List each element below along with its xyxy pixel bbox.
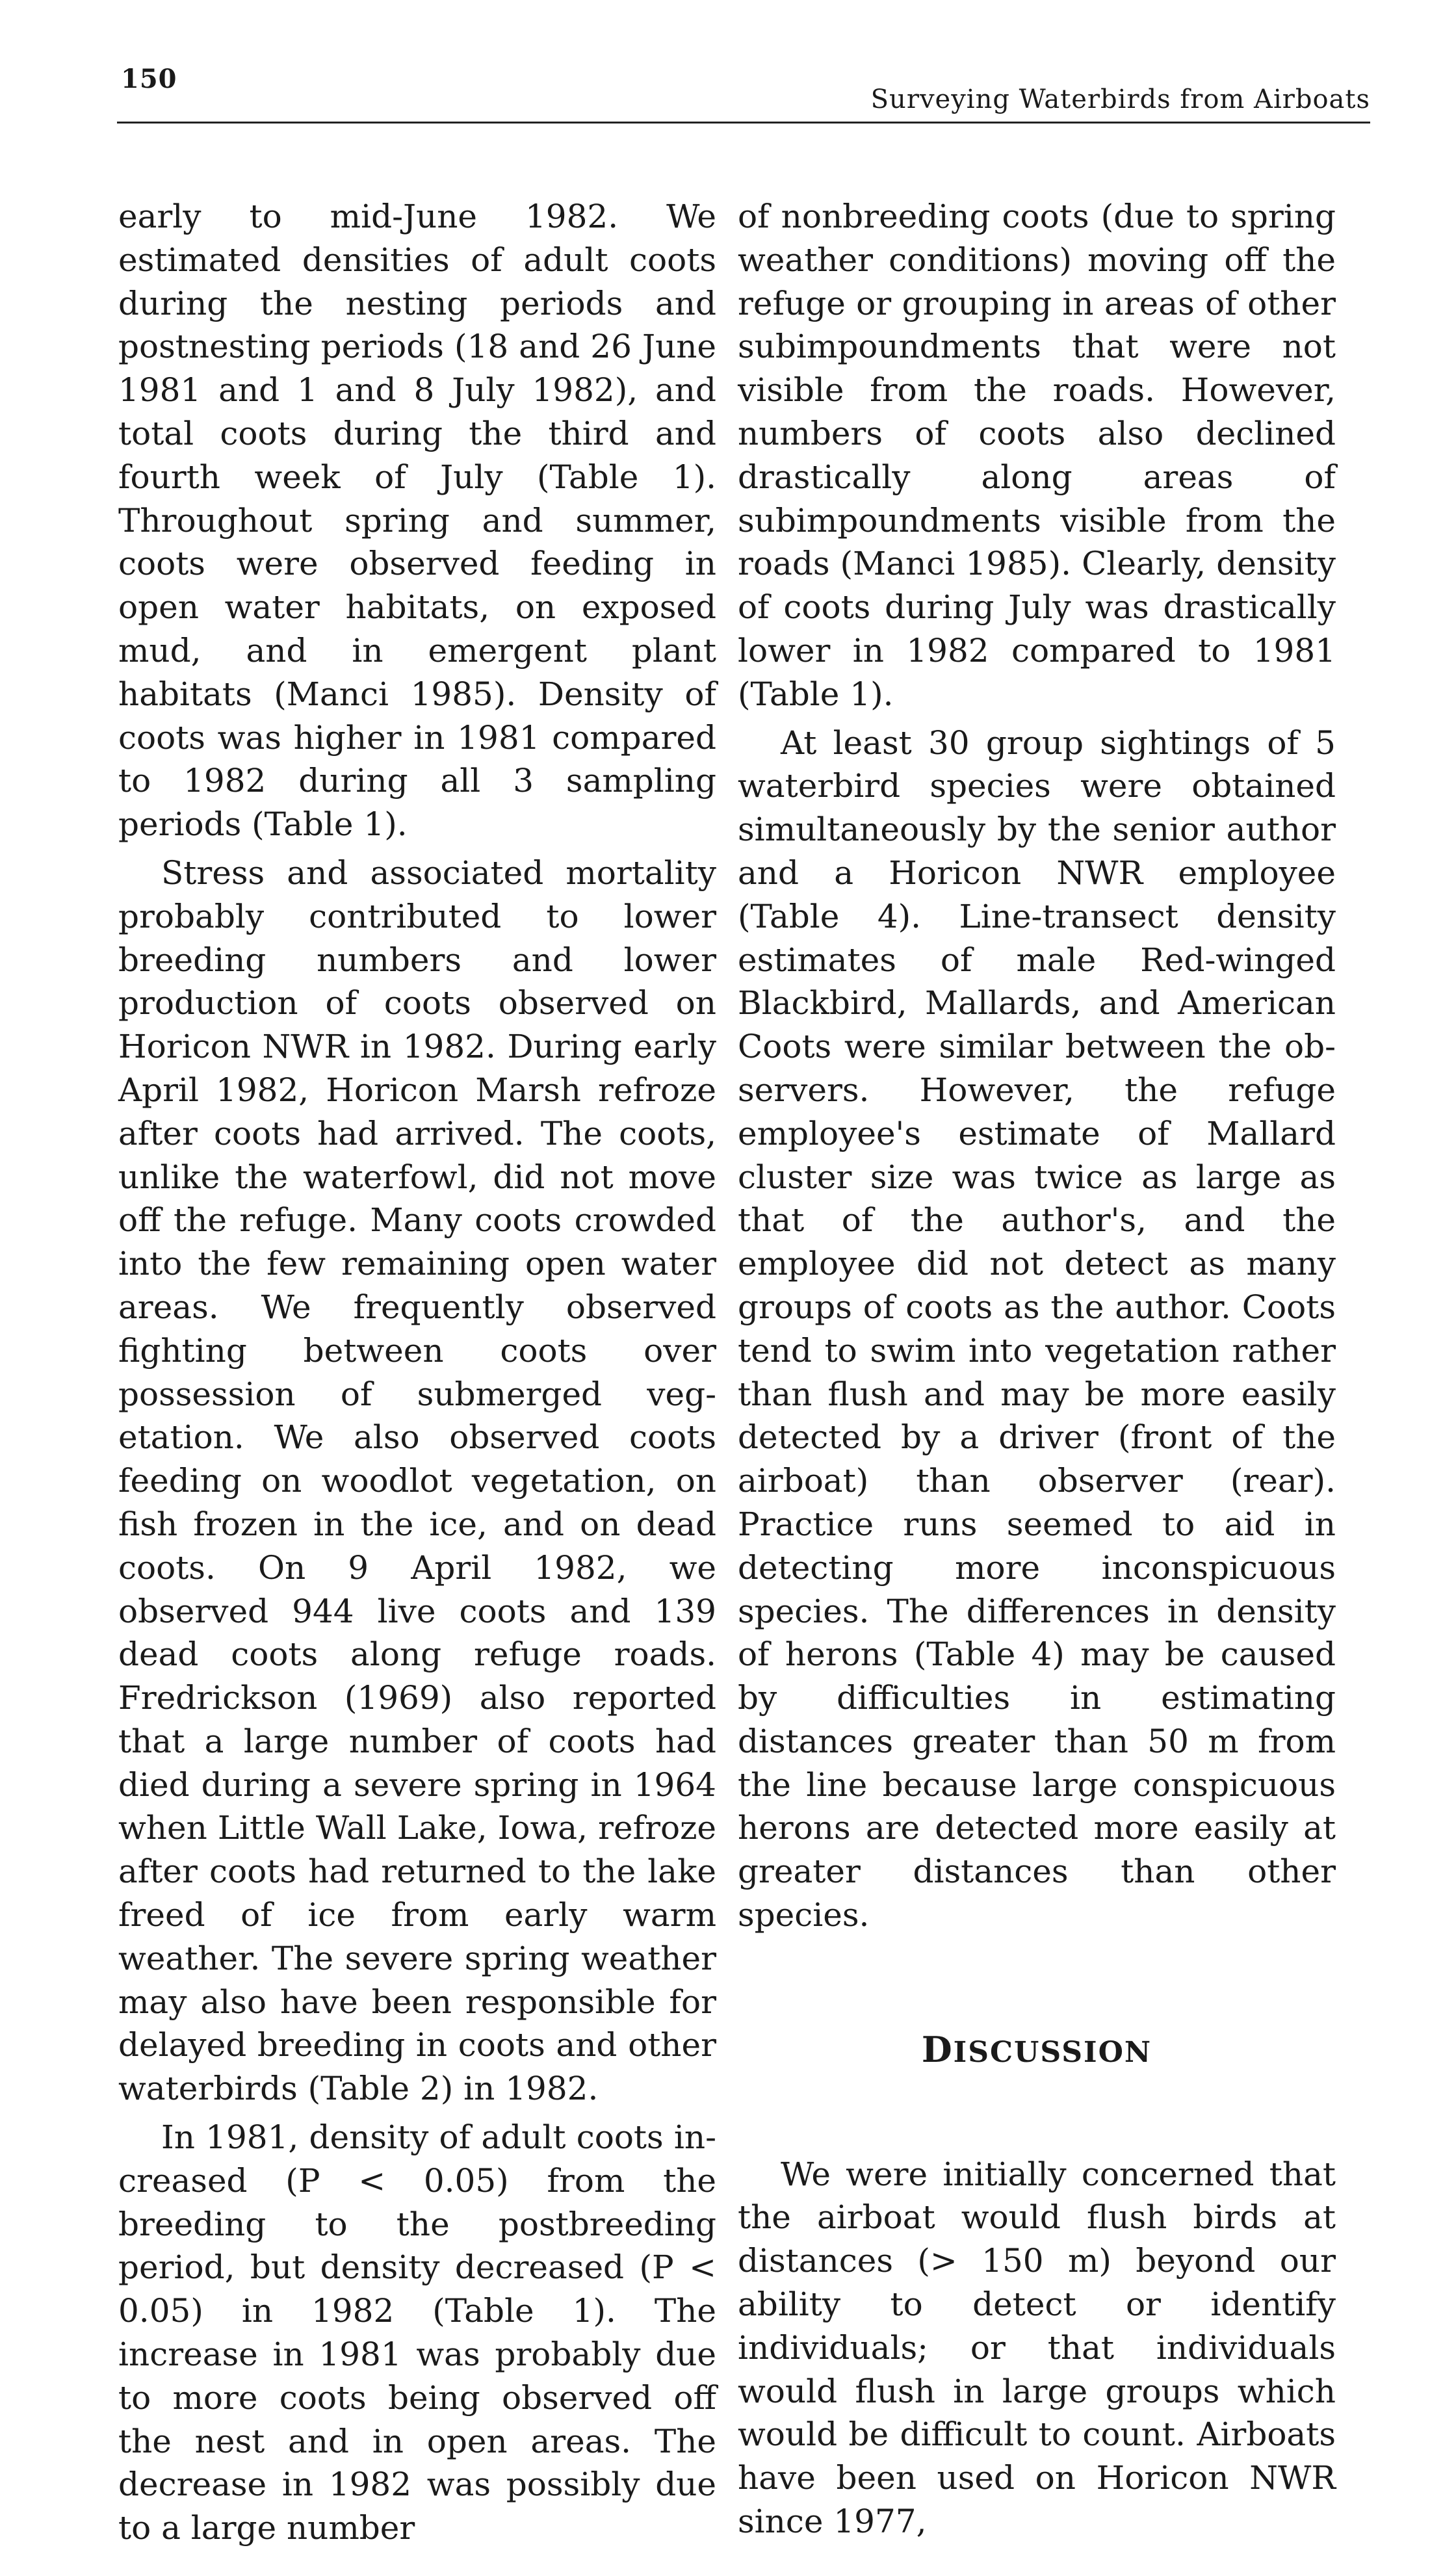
section-heading-discussion	[738, 2028, 1336, 2075]
paragraph-1981-density: In 1981, density of adult coots increased (P < 0.05) from the breeding to the postbreeding period, but density decreased (P < 0.05) in 1982 (Table 1). The increase in 1981 was probably due to more coots being observed off the nest and in open areas. The decrease in 1982 was possibly due to a large number	[118, 2118, 716, 2547]
paragraph-continued: early to mid-June 1982. We estimated densities of adult coots during the nesting periods and postnesting periods (18 and 26 June 1981 and 1 and 8 July 1982), and total coots during the third and fourth week of July (Table 1). Throughout spring and summer, coots were observed feeding in open water habitats, on exposed mud, and in emergent plant habitats (Manci 1985). Density of coots was higher in 1981 compared to 1982 during all 3 sampling periods (Table 1).	[118, 198, 716, 844]
paragraph-discussion: We were initially concerned that the airboat would flush birds at distances (> 150 m) beyond our ability to detect or identify individuals; or that individuals would flush in large groups which would be difficult to count. Airboats have been used on Horicon NWR since 1977,	[738, 2155, 1336, 2541]
running-head: Surveying Waterbirds from Airboats	[870, 85, 1370, 114]
paragraph-nonbreeding-coots: of nonbreeding coots (due to spring weather conditions) moving off the refuge or grouping in areas of other subimpoundments that were not visible from the roads. However, numbers of coots also declined drastically along areas of subimpoundments visible from the roads (Manci 1985). Clearly, density of coots during July was drastically lower in 1982 compared to 1981 (Table 1).	[738, 198, 1336, 713]
right-column	[738, 195, 1336, 2543]
left-column	[118, 195, 716, 2550]
header-rule	[117, 122, 1370, 124]
page-number: 150	[121, 64, 177, 94]
paragraph-group-sightings: At least 30 group sightings of 5 waterbird species were obtained simultaneously by the senior author and a Horicon NWR employee (Table 4). Line-transect density estimates of male Red-winged Blackbird, Mallards, and American Coots were similar between the observers. However, the refuge employee's estimate of Mallard cluster size was twice as large as that of the author's, and the employee did not detect as many groups of coots as the author. Coots tend to swim into vegetation rather than flush and may be more easily detected by a driver (front of the airboat) than observer (rear). Practice runs seemed to aid in detecting more inconspicuous species. The differences in density of herons (Table 4) may be caused by difficulties in estimating distances greater than 50 m from the line because large conspicuous herons are detected more easily at greater distances than other species.	[738, 723, 1336, 1934]
paragraph-stress-mortality: Stress and associated mortality probably contributed to lower breeding numbers and lower production of coots observed on Horicon NWR in 1982. During early April 1982, Horicon Marsh refroze after coots had arrived. The coots, unlike the waterfowl, did not move off the refuge. Many coots crowded into the few remaining open water areas. We frequently observed fighting between coots over possession of submerged vegetation. We also observed coots feeding on woodlot vegetation, on fish frozen in the ice, and on dead coots. On 9 April 1982, we observed 944 live coots and 139 dead coots along refuge roads. Fredrickson (1969) also reported that a large number of coots had died during a severe spring in 1964 when Little Wall Lake, Iowa, refroze after coots had returned to the lake freed of ice from early warm weather. The severe spring weather may also have been responsible for delayed breeding in coots and other waterbirds (Table 2) in 1982.	[118, 853, 716, 2108]
heading-first-letter: D	[921, 2028, 954, 2070]
heading-rest: ISCUSSION	[953, 2035, 1152, 2069]
